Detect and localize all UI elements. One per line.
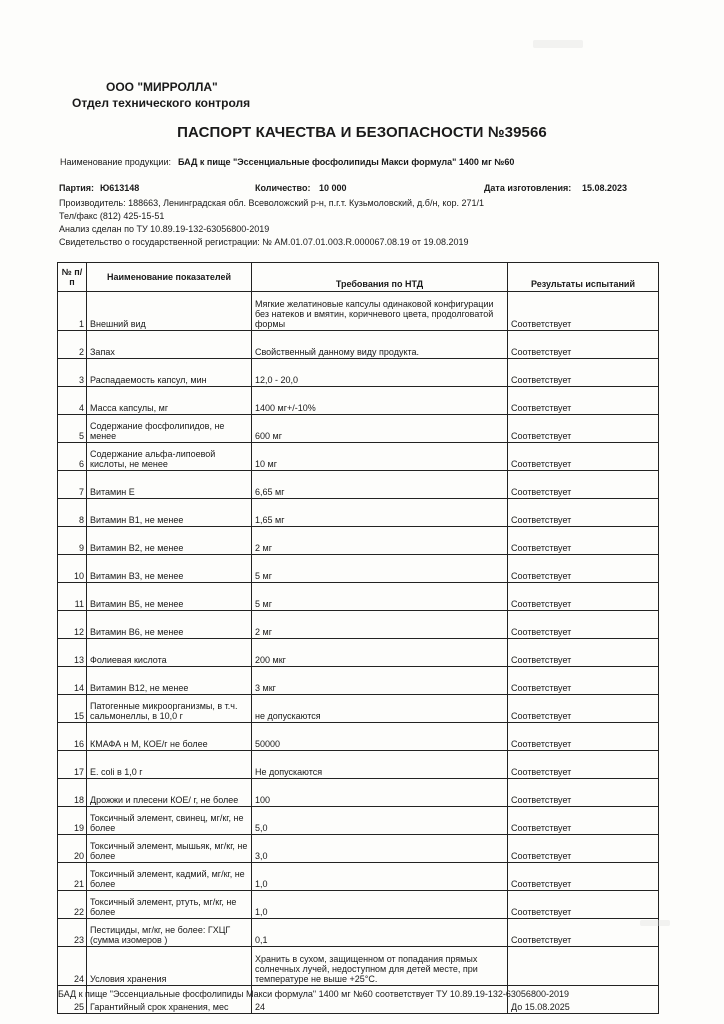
result-cell: Соответствует <box>508 639 659 667</box>
product-label: Наименование продукции: <box>60 157 171 167</box>
department-name: Отдел технического контроля <box>72 96 251 110</box>
row-number: 8 <box>58 499 87 527</box>
indicator-name: Условия хранения <box>87 947 252 986</box>
row-number: 15 <box>58 695 87 723</box>
header-name: Наименование показателей <box>87 263 252 292</box>
table-header-row <box>58 263 659 292</box>
result-cell: Соответствует <box>508 779 659 807</box>
requirement-cell: 0,1 <box>252 919 508 947</box>
row-number: 23 <box>58 919 87 947</box>
requirement-cell: 200 мкг <box>252 639 508 667</box>
indicator-name: Фолиевая кислота <box>87 639 252 667</box>
result-cell: Соответствует <box>508 863 659 891</box>
table-row <box>58 292 659 331</box>
table-row <box>58 611 659 639</box>
indicator-name: Витамин B3, не менее <box>87 555 252 583</box>
row-number: 6 <box>58 443 87 471</box>
result-cell: Соответствует <box>508 555 659 583</box>
row-number: 17 <box>58 751 87 779</box>
indicator-name: Витамин B1, не менее <box>87 499 252 527</box>
result-cell: Соответствует <box>508 471 659 499</box>
requirement-cell: 2 мг <box>252 527 508 555</box>
table-row <box>58 807 659 835</box>
result-cell: Соответствует <box>508 499 659 527</box>
requirement-cell: 5,0 <box>252 807 508 835</box>
requirement-cell: 1,0 <box>252 863 508 891</box>
requirement-cell: 50000 <box>252 723 508 751</box>
table-row <box>58 639 659 667</box>
requirement-cell: 5 мг <box>252 555 508 583</box>
table-row <box>58 947 659 986</box>
requirement-cell: 6,65 мг <box>252 471 508 499</box>
scan-artifact <box>640 920 670 926</box>
result-cell: Соответствует <box>508 695 659 723</box>
requirement-cell: Не допускаются <box>252 751 508 779</box>
indicator-name: Гарантийный срок хранения, мес <box>87 986 252 1014</box>
row-number: 3 <box>58 359 87 387</box>
indicator-name: Витамин B2, не менее <box>87 527 252 555</box>
requirement-cell: 5 мг <box>252 583 508 611</box>
row-number: 13 <box>58 639 87 667</box>
result-cell: Соответствует <box>508 807 659 835</box>
indicator-name: Витамин B5, не менее <box>87 583 252 611</box>
table-row <box>58 863 659 891</box>
manufacturer-line: Производитель: 188663, Ленинградская обл. Всеволожский р-н, п.г.т. Кузьмоловский, д.б/н, кор. 271/1 <box>59 198 485 208</box>
table-row <box>58 471 659 499</box>
result-cell: Соответствует <box>508 443 659 471</box>
document-title: ПАСПОРТ КАЧЕСТВА И БЕЗОПАСНОСТИ №39566 <box>177 124 547 141</box>
row-number: 2 <box>58 331 87 359</box>
requirement-cell: Мягкие желатиновые капсулы одинаковой конфигурации без натеков и вмятин, коричневого цвета, продолговатой формы <box>252 292 508 331</box>
row-number: 16 <box>58 723 87 751</box>
result-cell: До 15.08.2025 <box>508 986 659 1014</box>
indicator-name: Патогенные микроорганизмы, в т.ч. сальмонеллы, в 10,0 г <box>87 695 252 723</box>
requirement-cell: 12,0 - 20,0 <box>252 359 508 387</box>
indicator-name: Содержание фосфолипидов, не менее <box>87 415 252 443</box>
requirement-cell: 10 мг <box>252 443 508 471</box>
result-cell: Соответствует <box>508 751 659 779</box>
indicator-name: Витамин B6, не менее <box>87 611 252 639</box>
result-cell: Соответствует <box>508 415 659 443</box>
product-name: БАД к пище "Эссенциальные фосфолипиды Макси формула" 1400 мг №60 <box>178 157 515 167</box>
indicator-name: Витамин B12, не менее <box>87 667 252 695</box>
requirement-cell: Хранить в сухом, защищенном от попадания прямых солнечных лучей, недоступном для детей месте, при температуре не выше +25°С. <box>252 947 508 986</box>
requirement-cell: 2 мг <box>252 611 508 639</box>
indicator-name: Дрожжи и плесени КОЕ/ г, не более <box>87 779 252 807</box>
table-row <box>58 331 659 359</box>
result-cell: Соответствует <box>508 583 659 611</box>
indicator-name: E. coli в 1,0 г <box>87 751 252 779</box>
table-row <box>58 919 659 947</box>
table-row <box>58 415 659 443</box>
table-row <box>58 723 659 751</box>
indicator-name: Токсичный элемент, ртуть, мг/кг, не более <box>87 891 252 919</box>
requirement-cell: не допускаются <box>252 695 508 723</box>
indicator-name: Запах <box>87 331 252 359</box>
row-number: 5 <box>58 415 87 443</box>
quantity-value: 10 000 <box>319 183 347 193</box>
table-row <box>58 667 659 695</box>
result-cell: Соответствует <box>508 667 659 695</box>
row-number: 1 <box>58 292 87 331</box>
indicator-name: Распадаемость капсул, мин <box>87 359 252 387</box>
requirement-cell: 3,0 <box>252 835 508 863</box>
quantity-label: Количество: <box>255 183 311 193</box>
table-row <box>58 387 659 415</box>
scan-artifact <box>533 40 583 48</box>
requirement-cell: Свойственный данному виду продукта. <box>252 331 508 359</box>
manufacture-date-value: 15.08.2023 <box>582 183 628 193</box>
manufacture-date-label: Дата изготовления: <box>484 183 572 193</box>
requirement-cell: 3 мкг <box>252 667 508 695</box>
table-row <box>58 751 659 779</box>
table-row <box>58 499 659 527</box>
indicator-name: Токсичный элемент, мышьяк, мг/кг, не более <box>87 835 252 863</box>
batch-label: Партия: <box>59 183 95 193</box>
row-number: 21 <box>58 863 87 891</box>
table-row <box>58 835 659 863</box>
row-number: 19 <box>58 807 87 835</box>
batch-value: Ю613148 <box>100 183 140 193</box>
indicator-name: Пестициды, мг/кг, не более: ГХЦГ (сумма изомеров ) <box>87 919 252 947</box>
registration-line: Свидетельство о государственной регистрации: № AM.01.07.01.003.R.000067.08.19 от 19.08.2019 <box>59 237 469 247</box>
indicator-name: Внешний вид <box>87 292 252 331</box>
indicator-name: Масса капсулы, мг <box>87 387 252 415</box>
result-cell: Соответствует <box>508 331 659 359</box>
row-number: 25 <box>58 986 87 1014</box>
row-number: 24 <box>58 947 87 986</box>
result-cell: Соответствует <box>508 723 659 751</box>
row-number: 10 <box>58 555 87 583</box>
result-cell: Соответствует <box>508 919 659 947</box>
table-row <box>58 779 659 807</box>
row-number: 9 <box>58 527 87 555</box>
requirement-cell: 1400 мг+/-10% <box>252 387 508 415</box>
indicator-name: Токсичный элемент, кадмий, мг/кг, не более <box>87 863 252 891</box>
result-cell: Соответствует <box>508 891 659 919</box>
table-row <box>58 359 659 387</box>
indicator-name: КМАФА н М, КОЕ/г не более <box>87 723 252 751</box>
requirement-cell: 24 <box>252 986 508 1014</box>
table-row <box>58 891 659 919</box>
result-cell: Соответствует <box>508 292 659 331</box>
result-cell <box>508 947 659 986</box>
row-number: 18 <box>58 779 87 807</box>
quality-table <box>57 262 659 1014</box>
table-row <box>58 555 659 583</box>
compliance-footer: БАД к пище "Эссенциальные фосфолипиды Макси формула" 1400 мг №60 соответствует ТУ 10.89.19-132-63056800-2019 <box>58 989 569 999</box>
row-number: 20 <box>58 835 87 863</box>
table-row <box>58 443 659 471</box>
requirement-cell: 100 <box>252 779 508 807</box>
row-number: 11 <box>58 583 87 611</box>
requirement-cell: 1,0 <box>252 891 508 919</box>
table-row <box>58 695 659 723</box>
indicator-name: Содержание альфа-липоевой кислоты, не менее <box>87 443 252 471</box>
result-cell: Соответствует <box>508 527 659 555</box>
requirement-cell: 1,65 мг <box>252 499 508 527</box>
table-row <box>58 527 659 555</box>
phone-line: Тел/факс (812) 425-15-51 <box>59 211 165 221</box>
result-cell: Соответствует <box>508 359 659 387</box>
indicator-name: Токсичный элемент, свинец, мг/кг, не более <box>87 807 252 835</box>
header-result: Результаты испытаний <box>508 263 659 292</box>
result-cell: Соответствует <box>508 611 659 639</box>
result-cell: Соответствует <box>508 387 659 415</box>
header-requirement: Требования по НТД <box>252 263 508 292</box>
row-number: 14 <box>58 667 87 695</box>
organization-name: ООО "МИРРОЛЛА" <box>106 80 218 94</box>
row-number: 7 <box>58 471 87 499</box>
requirement-cell: 600 мг <box>252 415 508 443</box>
row-number: 22 <box>58 891 87 919</box>
row-number: 12 <box>58 611 87 639</box>
result-cell: Соответствует <box>508 835 659 863</box>
indicator-name: Витамин E <box>87 471 252 499</box>
table-row <box>58 583 659 611</box>
analysis-standard-line: Анализ сделан по ТУ 10.89.19-132-63056800-2019 <box>59 224 270 234</box>
header-num: № п/п <box>58 263 87 292</box>
row-number: 4 <box>58 387 87 415</box>
